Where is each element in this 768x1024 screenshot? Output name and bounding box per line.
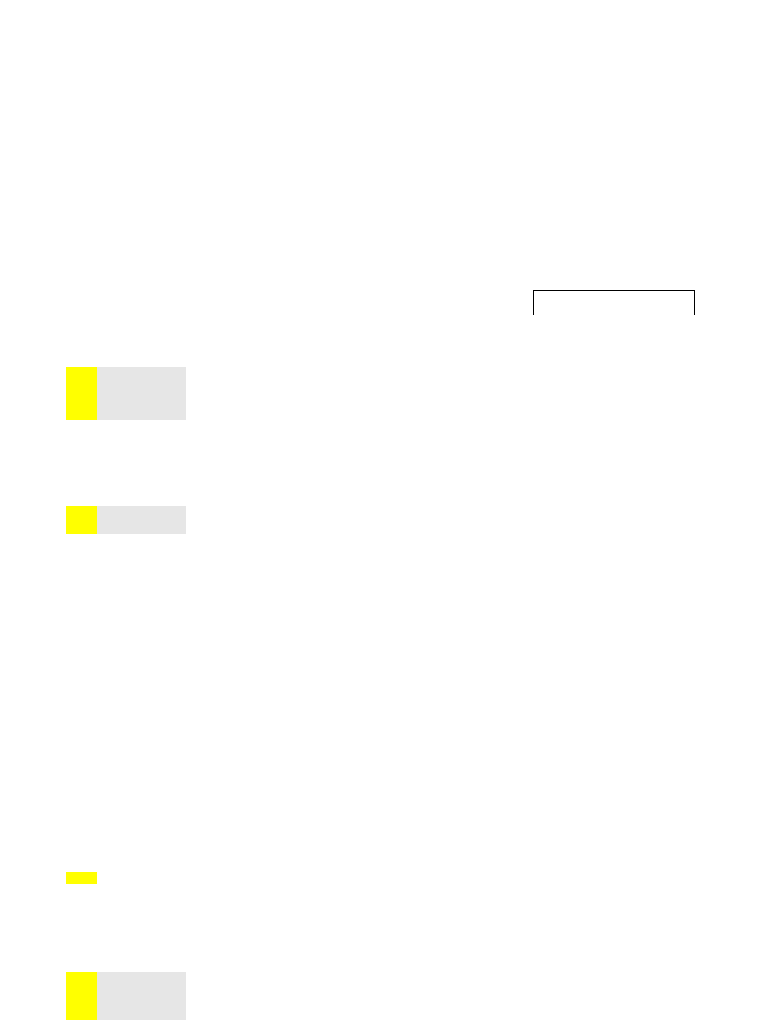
- yellow-fill: [66, 872, 97, 884]
- grey-fill: [97, 367, 186, 420]
- yellow-fill: [66, 367, 97, 420]
- yellow-fill: [66, 506, 97, 534]
- grey-fill: [97, 506, 186, 534]
- tendik-box: [533, 290, 695, 315]
- yellow-fill: [66, 972, 97, 1020]
- grey-fill: [97, 972, 186, 1020]
